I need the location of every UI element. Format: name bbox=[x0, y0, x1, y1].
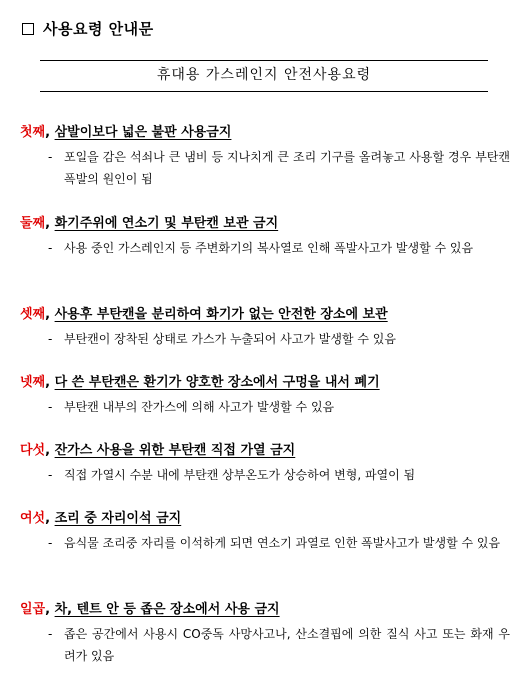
item-description-text: 음식물 조리중 자리를 이석하게 되면 연소기 과열로 인한 폭발사고가 발생할 수 있음 bbox=[64, 536, 501, 550]
item-ordinal: 둘째 bbox=[20, 216, 46, 231]
item-header: 일곱, 차, 텐트 안 등 좁은 장소에서 사용 금지 bbox=[20, 602, 280, 617]
item-description bbox=[48, 146, 510, 190]
item-description bbox=[48, 237, 510, 259]
item-title: 조리 중 자리이석 금지 bbox=[54, 511, 182, 526]
item-header: 넷째, 다 쓴 부탄캔은 환기가 양호한 장소에서 구멍을 내서 폐기 bbox=[20, 375, 380, 390]
item-header: 여섯, 조리 중 자리이석 금지 bbox=[20, 511, 182, 526]
item-header: 다섯, 잔가스 사용을 위한 부탄캔 직접 가열 금지 bbox=[20, 443, 296, 458]
item-description-text: 좁은 공간에서 사용시 CO중독 사망사고나, 산소결핍에 의한 질식 사고 또는 화재 우려가 있음 bbox=[64, 627, 510, 663]
item-ordinal: 첫째 bbox=[20, 125, 46, 140]
item-header: 둘째, 화기주위에 연소기 및 부탄캔 보관 금지 bbox=[20, 216, 279, 231]
item-ordinal: 여섯 bbox=[20, 511, 46, 526]
item-description-text: 포일을 감은 석쇠나 큰 냄비 등 지나치게 큰 조리 기구를 올려놓고 사용할 경우 부탄캔 폭발의 원인이 됨 bbox=[64, 150, 510, 186]
item-description bbox=[48, 328, 510, 350]
item-title: 화기주위에 연소기 및 부탄캔 보관 금지 bbox=[54, 216, 279, 231]
item-description-text: 직접 가열시 수분 내에 부탄캔 상부온도가 상승하여 변형, 파열이 됨 bbox=[64, 468, 416, 482]
item-title: 차, 텐트 안 등 좁은 장소에서 사용 금지 bbox=[54, 602, 280, 617]
item-description bbox=[48, 532, 510, 554]
item-title: 다 쓴 부탄캔은 환기가 양호한 장소에서 구멍을 내서 폐기 bbox=[54, 375, 380, 390]
document-subtitle: 휴대용 가스레인지 안전사용요령 bbox=[156, 67, 372, 83]
item-description-text: 부탄캔 내부의 잔가스에 의해 사고가 발생할 수 있음 bbox=[64, 400, 335, 414]
item-header: 셋째, 사용후 부탄캔을 분리하여 화기가 없는 안전한 장소에 보관 bbox=[20, 307, 388, 322]
dash-bullet: - bbox=[48, 468, 53, 482]
dash-bullet: - bbox=[48, 241, 53, 255]
item-ordinal: 넷째 bbox=[20, 375, 46, 390]
dash-bullet: - bbox=[48, 400, 53, 414]
notice-heading bbox=[22, 18, 154, 39]
item-description-text: 부탄캔이 장착된 상태로 가스가 누출되어 사고가 발생할 수 있음 bbox=[64, 332, 396, 346]
item-ordinal: 다섯 bbox=[20, 443, 46, 458]
item-ordinal: 셋째 bbox=[20, 307, 46, 322]
item-title: 잔가스 사용을 위한 부탄캔 직접 가열 금지 bbox=[54, 443, 296, 458]
item-ordinal: 일곱 bbox=[20, 602, 46, 617]
dash-bullet: - bbox=[48, 536, 53, 550]
dash-bullet: - bbox=[48, 332, 53, 346]
heading-text: 사용요령 안내문 bbox=[43, 20, 154, 38]
item-description bbox=[48, 396, 510, 418]
dash-bullet: - bbox=[48, 150, 53, 164]
checkbox-square-icon bbox=[22, 23, 34, 35]
dash-bullet: - bbox=[48, 627, 53, 641]
item-description-text: 사용 중인 가스레인지 등 주변화기의 복사열로 인해 폭발사고가 발생할 수 있음 bbox=[64, 241, 474, 255]
item-title: 사용후 부탄캔을 분리하여 화기가 없는 안전한 장소에 보관 bbox=[54, 307, 388, 322]
item-header: 첫째, 삼발이보다 넓은 불판 사용금지 bbox=[20, 125, 232, 140]
item-description bbox=[48, 623, 510, 667]
title-bottom-rule bbox=[40, 91, 488, 92]
item-description bbox=[48, 464, 510, 486]
item-title: 삼발이보다 넓은 불판 사용금지 bbox=[54, 125, 232, 140]
title-top-rule bbox=[40, 60, 488, 61]
